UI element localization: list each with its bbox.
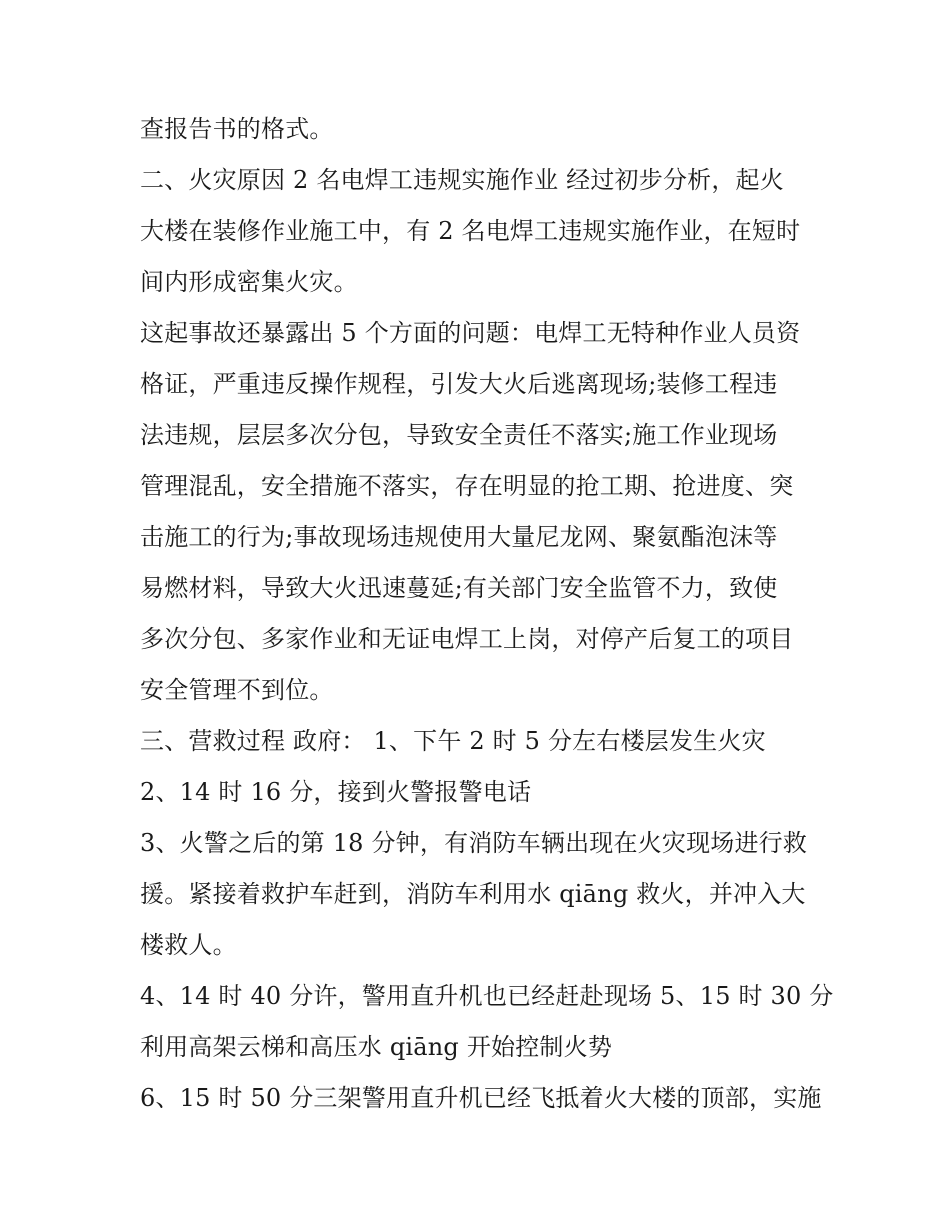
text-line: 格证，严重违反操作规程，引发大火后逃离现场;装修工程违 (140, 370, 778, 398)
text-line: 援。紧接着救护车赶到，消防车利用水 qiāng 救火，并冲入大 (140, 880, 806, 908)
text-line: 三、营救过程 政府： 1、下午 2 时 5 分左右楼层发生火灾 (140, 727, 766, 755)
text-line: 击施工的行为;事故现场违规使用大量尼龙网、聚氨酯泡沫等 (140, 523, 778, 551)
text-line: 3、火警之后的第 18 分钟，有消防车辆出现在火灾现场进行救 (140, 829, 808, 857)
text-line: 这起事故还暴露出 5 个方面的问题：电焊工无特种作业人员资 (140, 319, 801, 347)
text-line: 查报告书的格式。 (140, 115, 334, 143)
text-line: 多次分包、多家作业和无证电焊工上岗，对停产后复工的项目 (140, 625, 794, 653)
text-line: 楼救人。 (140, 931, 237, 959)
text-line: 利用高架云梯和高压水 qiāng 开始控制火势 (140, 1033, 613, 1061)
text-line: 法违规，层层多次分包，导致安全责任不落实;施工作业现场 (140, 421, 778, 449)
text-line: 易燃材料，导致大火迅速蔓延;有关部门安全监管不力，致使 (140, 574, 778, 602)
text-line: 4、14 时 40 分许，警用直升机也已经赶赴现场 5、15 时 30 分 (140, 982, 834, 1010)
text-line: 间内形成密集火灾。 (140, 268, 358, 296)
text-line: 大楼在装修作业施工中，有 2 名电焊工违规实施作业，在短时 (140, 217, 801, 245)
text-line: 2、14 时 16 分，接到火警报警电话 (140, 778, 532, 806)
text-line: 安全管理不到位。 (140, 676, 334, 704)
text-line: 二、火灾原因 2 名电焊工违规实施作业 经过初步分析，起火 (140, 166, 784, 194)
text-line: 管理混乱，安全措施不落实，存在明显的抢工期、抢进度、突 (140, 472, 794, 500)
text-line: 6、15 时 50 分三架警用直升机已经飞抵着火大楼的顶部，实施 (140, 1084, 822, 1112)
